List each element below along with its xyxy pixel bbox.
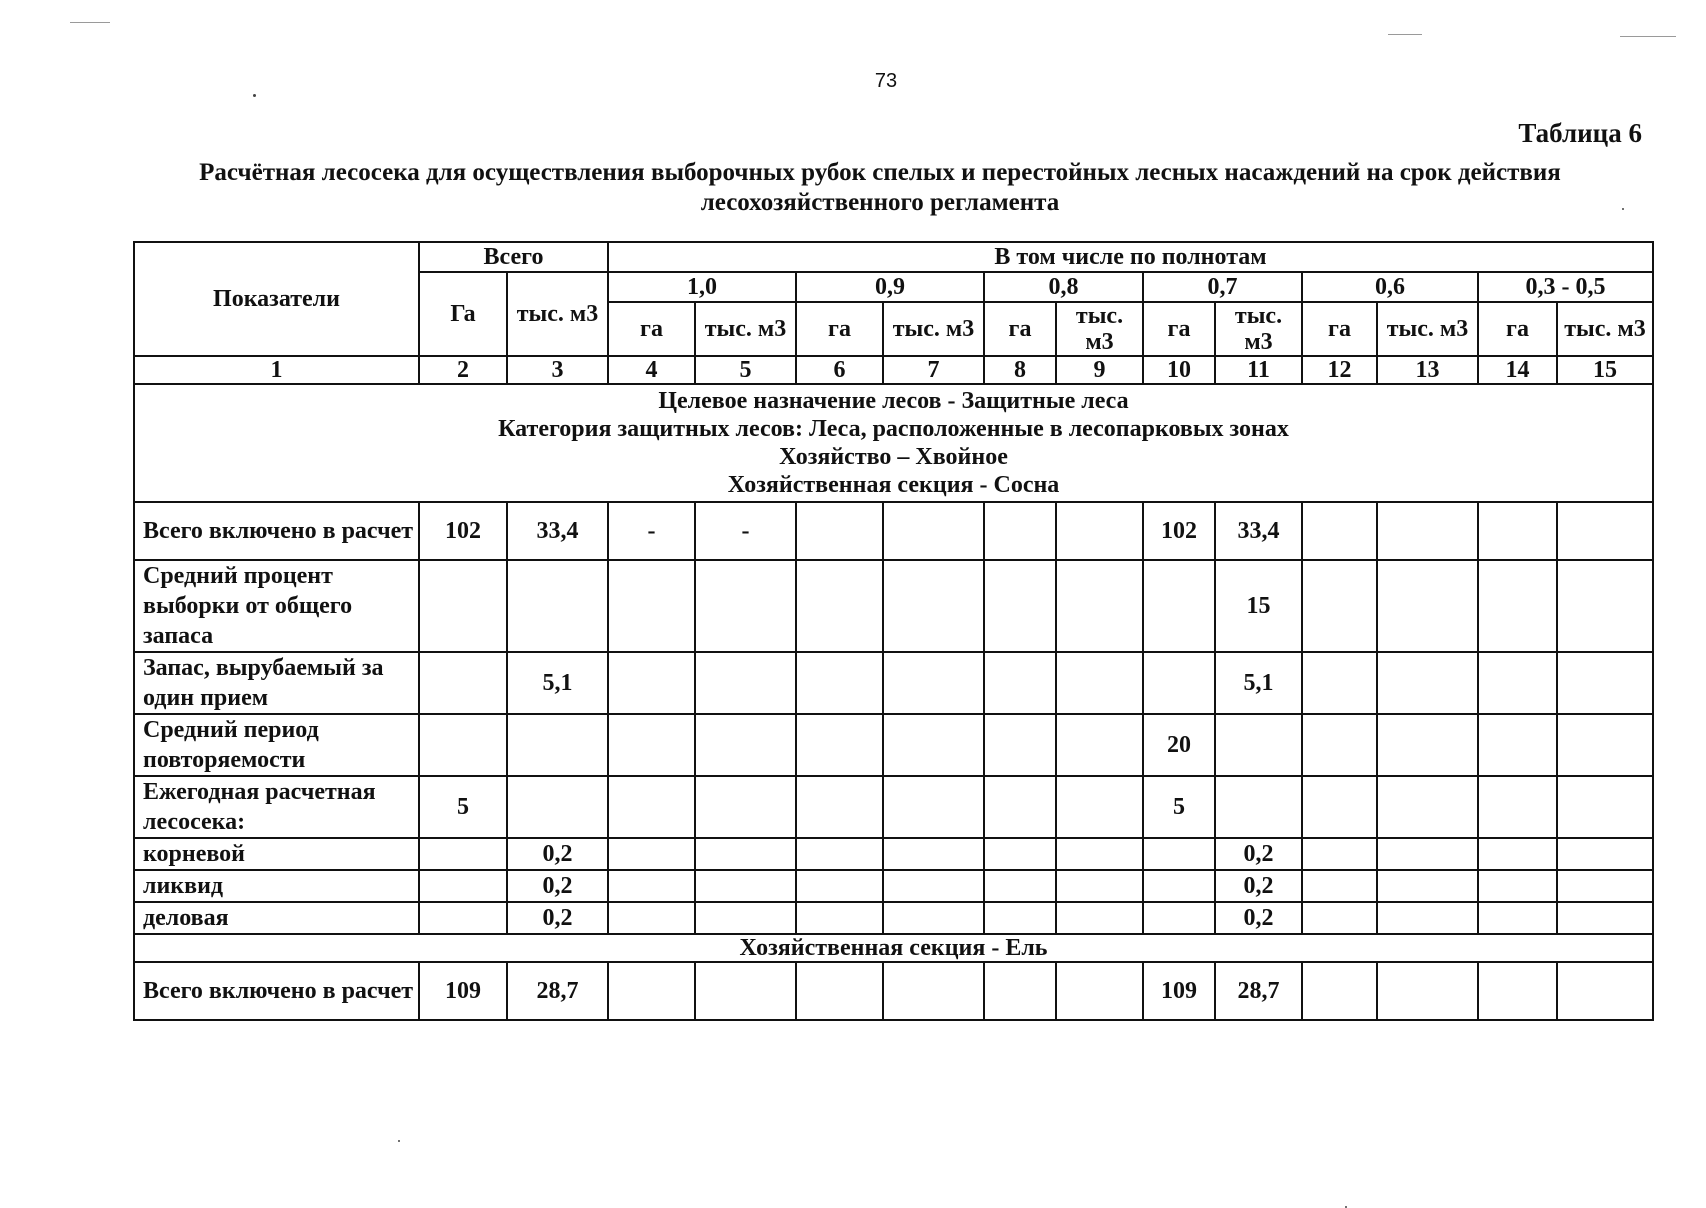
table-cell xyxy=(1302,652,1377,714)
header-indicators: Показатели xyxy=(134,242,419,356)
table-cell: 5 xyxy=(419,776,507,838)
table-cell xyxy=(1302,962,1377,1020)
table-cell xyxy=(1302,870,1377,902)
table-cell xyxy=(883,902,984,934)
table-cell xyxy=(608,652,695,714)
table-cell xyxy=(1056,652,1143,714)
subheader-m3: тыс. м3 xyxy=(1215,302,1302,356)
table-cell xyxy=(1377,502,1478,560)
column-number: 7 xyxy=(883,356,984,384)
table-cell xyxy=(695,902,796,934)
table-cell: 102 xyxy=(1143,502,1215,560)
density-0-9: 0,9 xyxy=(796,272,984,302)
table-cell xyxy=(419,902,507,934)
section-spruce-row xyxy=(134,934,1653,962)
table-cell xyxy=(883,838,984,870)
header-including: В том числе по полнотам xyxy=(608,242,1653,272)
table-cell xyxy=(1302,776,1377,838)
table-cell: 28,7 xyxy=(1215,962,1302,1020)
column-number: 8 xyxy=(984,356,1056,384)
table-cell xyxy=(1143,838,1215,870)
table-row xyxy=(134,962,1653,1020)
table-cell xyxy=(796,902,883,934)
table-cell: 33,4 xyxy=(1215,502,1302,560)
table-cell xyxy=(1302,838,1377,870)
table-cell: 0,2 xyxy=(1215,838,1302,870)
table-row xyxy=(134,502,1653,560)
table-cell xyxy=(695,714,796,776)
subheader-m3: тыс. м3 xyxy=(695,302,796,356)
table-cell xyxy=(1302,502,1377,560)
table-cell: 0,2 xyxy=(507,838,608,870)
table-cell xyxy=(1478,870,1557,902)
table-cell xyxy=(1478,776,1557,838)
table-cell: 0,2 xyxy=(1215,902,1302,934)
table-cell xyxy=(1478,902,1557,934)
table-cell xyxy=(608,838,695,870)
section-farm: Хозяйство – Хвойное xyxy=(779,444,1008,470)
table-cell xyxy=(1215,714,1302,776)
table-cell xyxy=(1056,870,1143,902)
subheader-ha: га xyxy=(608,302,695,356)
table-cell xyxy=(608,870,695,902)
section-purpose: Целевое назначение лесов - Защитные леса xyxy=(658,388,1129,414)
table-cell: 5 xyxy=(1143,776,1215,838)
table-cell xyxy=(984,870,1056,902)
spruce-section-body xyxy=(134,962,1653,1020)
table-cell xyxy=(796,560,883,652)
table-cell xyxy=(796,714,883,776)
table-cell: 102 xyxy=(419,502,507,560)
row-label: Средний процент выборки от общего запаса xyxy=(134,560,419,652)
pine-section-body xyxy=(134,502,1653,934)
table-row xyxy=(134,838,1653,870)
density-0-8: 0,8 xyxy=(984,272,1143,302)
table-cell xyxy=(507,714,608,776)
table-cell: 109 xyxy=(1143,962,1215,1020)
table-cell xyxy=(1478,560,1557,652)
column-number: 15 xyxy=(1557,356,1653,384)
table-cell xyxy=(1478,714,1557,776)
table-cell xyxy=(608,962,695,1020)
row-label: Всего включено в расчет xyxy=(134,502,419,560)
table-cell xyxy=(883,870,984,902)
table-cell xyxy=(608,714,695,776)
column-number: 11 xyxy=(1215,356,1302,384)
table-cell xyxy=(419,714,507,776)
table-cell xyxy=(1056,776,1143,838)
section-header-block xyxy=(134,384,1653,502)
column-number: 1 xyxy=(134,356,419,384)
table-cell xyxy=(1377,560,1478,652)
table-cell xyxy=(1056,902,1143,934)
table-cell xyxy=(695,962,796,1020)
table-cell xyxy=(1377,838,1478,870)
table-cell xyxy=(1557,652,1653,714)
allowable-cut-table xyxy=(133,241,1654,1021)
table-cell: 5,1 xyxy=(507,652,608,714)
table-cell xyxy=(695,776,796,838)
table-cell xyxy=(1478,838,1557,870)
column-number: 5 xyxy=(695,356,796,384)
table-cell xyxy=(1302,902,1377,934)
table-cell xyxy=(796,652,883,714)
column-number: 2 xyxy=(419,356,507,384)
table-cell xyxy=(984,902,1056,934)
column-number: 3 xyxy=(507,356,608,384)
subheader-ha: га xyxy=(796,302,883,356)
table-cell: - xyxy=(695,502,796,560)
table-cell xyxy=(984,838,1056,870)
table-cell xyxy=(984,714,1056,776)
density-0-7: 0,7 xyxy=(1143,272,1302,302)
table-cell xyxy=(1478,502,1557,560)
row-label: Ежегодная расчетная лесосека: xyxy=(134,776,419,838)
table-label: Таблица 6 xyxy=(1518,118,1642,148)
section-pine: Хозяйственная секция - Сосна xyxy=(727,472,1060,498)
header-total: Всего xyxy=(419,242,608,272)
table-cell xyxy=(1377,902,1478,934)
header-row-1 xyxy=(134,242,1653,272)
table-cell xyxy=(796,776,883,838)
row-label: деловая xyxy=(134,902,419,934)
scan-speck xyxy=(1622,208,1624,210)
table-cell xyxy=(1557,502,1653,560)
subheader-m3: тыс. м3 xyxy=(1377,302,1478,356)
table-cell xyxy=(1056,962,1143,1020)
table-cell xyxy=(608,776,695,838)
table-cell xyxy=(1557,776,1653,838)
table-cell xyxy=(883,776,984,838)
row-label: Запас, вырубаемый за один прием xyxy=(134,652,419,714)
density-0-3-0-5: 0,3 - 0,5 xyxy=(1478,272,1653,302)
table-cell xyxy=(1056,714,1143,776)
table-cell xyxy=(883,962,984,1020)
table-cell: 33,4 xyxy=(507,502,608,560)
table-cell xyxy=(883,502,984,560)
table-cell xyxy=(984,776,1056,838)
column-number: 14 xyxy=(1478,356,1557,384)
row-label: корневой xyxy=(134,838,419,870)
table-cell xyxy=(796,502,883,560)
table-cell xyxy=(695,560,796,652)
table-cell xyxy=(1056,502,1143,560)
table-cell xyxy=(1557,714,1653,776)
table-cell xyxy=(1557,870,1653,902)
table-cell xyxy=(984,502,1056,560)
table-cell: 109 xyxy=(419,962,507,1020)
row-label: ликвид xyxy=(134,870,419,902)
table-cell xyxy=(883,714,984,776)
table-cell xyxy=(1377,776,1478,838)
table-cell xyxy=(1215,776,1302,838)
table-cell xyxy=(1377,714,1478,776)
table-title: Расчётная лесосека для осуществления выборочных рубок спелых и перестойных лесных насаждений на срок действия лесохозяйственного регламента xyxy=(199,159,1561,216)
table-cell xyxy=(1143,902,1215,934)
density-1-0: 1,0 xyxy=(608,272,796,302)
table-cell xyxy=(419,652,507,714)
table-cell xyxy=(608,902,695,934)
subheader-ha: га xyxy=(1143,302,1215,356)
table-cell xyxy=(419,560,507,652)
table-cell xyxy=(1557,902,1653,934)
table-cell xyxy=(1143,560,1215,652)
table-cell xyxy=(695,652,796,714)
table-cell xyxy=(1377,652,1478,714)
density-0-6: 0,6 xyxy=(1302,272,1478,302)
row-label: Всего включено в расчет xyxy=(134,962,419,1020)
table-cell xyxy=(796,838,883,870)
column-number: 9 xyxy=(1056,356,1143,384)
table-cell xyxy=(1478,962,1557,1020)
table-row xyxy=(134,560,1653,652)
subheader-m3: тыс. м3 xyxy=(1557,302,1653,356)
table-cell xyxy=(507,560,608,652)
column-number: 13 xyxy=(1377,356,1478,384)
column-number: 4 xyxy=(608,356,695,384)
table-cell xyxy=(883,652,984,714)
table-cell xyxy=(1056,838,1143,870)
column-number: 6 xyxy=(796,356,883,384)
table-row xyxy=(134,652,1653,714)
table-cell: 0,2 xyxy=(507,902,608,934)
table-cell xyxy=(1056,560,1143,652)
header-m3-total: тыс. м3 xyxy=(507,272,608,356)
header-ha-total: Га xyxy=(419,272,507,356)
table-cell xyxy=(984,560,1056,652)
table-cell xyxy=(695,870,796,902)
table-cell: 5,1 xyxy=(1215,652,1302,714)
table-cell: 20 xyxy=(1143,714,1215,776)
section-spruce: Хозяйственная секция - Ель xyxy=(134,934,1653,962)
scan-speck xyxy=(253,94,256,97)
table-cell xyxy=(984,652,1056,714)
table-cell xyxy=(1377,962,1478,1020)
table-cell: 0,2 xyxy=(1215,870,1302,902)
table-cell xyxy=(883,560,984,652)
table-cell xyxy=(1302,714,1377,776)
table-cell xyxy=(1557,838,1653,870)
table-row xyxy=(134,714,1653,776)
table-cell: 28,7 xyxy=(507,962,608,1020)
table-cell xyxy=(1557,560,1653,652)
table-cell xyxy=(796,962,883,1020)
table-cell xyxy=(1478,652,1557,714)
subheader-ha: га xyxy=(1302,302,1377,356)
subheader-ha: га xyxy=(984,302,1056,356)
table-cell xyxy=(419,838,507,870)
subheader-m3: тыс. м3 xyxy=(1056,302,1143,356)
section-category: Категория защитных лесов: Леса, расположенные в лесопарковых зонах xyxy=(498,416,1289,442)
table-row xyxy=(134,870,1653,902)
page-number: 73 xyxy=(874,70,898,92)
table-cell xyxy=(1557,962,1653,1020)
column-numbers-row xyxy=(134,356,1653,384)
table-cell: - xyxy=(608,502,695,560)
table-cell xyxy=(1143,652,1215,714)
table-cell xyxy=(1302,560,1377,652)
section-header-row xyxy=(134,384,1653,502)
table-cell xyxy=(507,776,608,838)
table-cell xyxy=(984,962,1056,1020)
row-label: Средний период повторяемости xyxy=(134,714,419,776)
table-cell: 15 xyxy=(1215,560,1302,652)
subheader-ha: га xyxy=(1478,302,1557,356)
column-number: 12 xyxy=(1302,356,1377,384)
column-number: 10 xyxy=(1143,356,1215,384)
table-cell xyxy=(796,870,883,902)
table-cell xyxy=(608,560,695,652)
table-cell xyxy=(1377,870,1478,902)
table-row xyxy=(134,902,1653,934)
table-cell: 0,2 xyxy=(507,870,608,902)
table-cell xyxy=(419,870,507,902)
table-cell xyxy=(695,838,796,870)
subheader-m3: тыс. м3 xyxy=(883,302,984,356)
table-row xyxy=(134,776,1653,838)
table-cell xyxy=(1143,870,1215,902)
scan-speck xyxy=(398,1140,400,1142)
